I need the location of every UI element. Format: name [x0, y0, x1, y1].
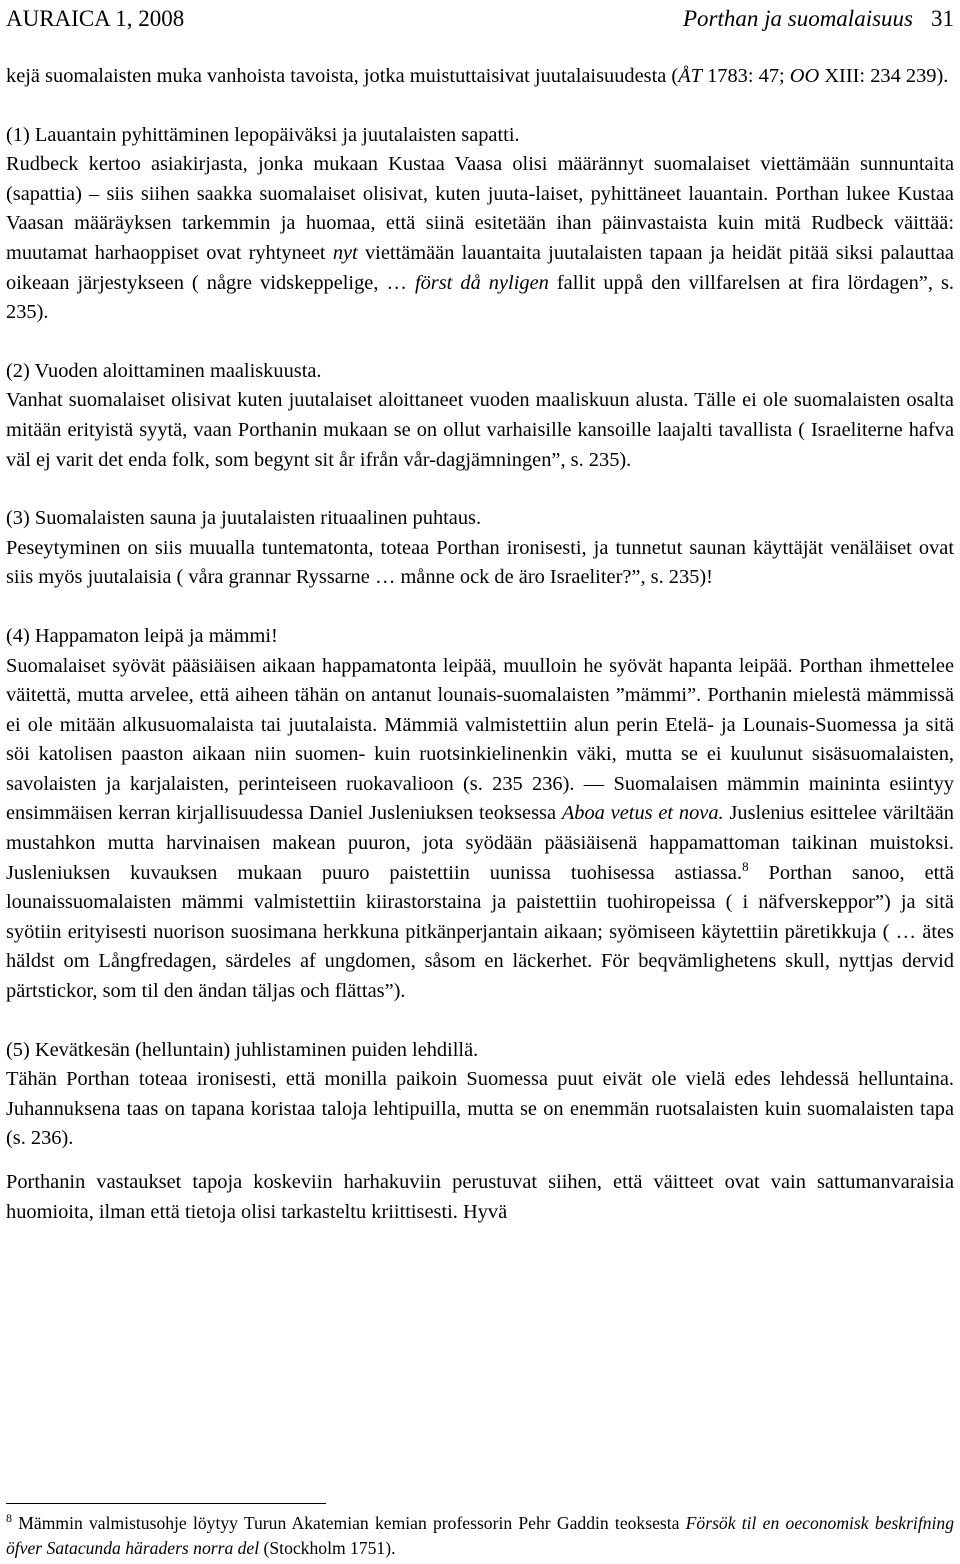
section-heading-5: (5) Kevätkesän (helluntain) juhlistaminen puiden lehdillä. [6, 1038, 479, 1061]
text-run: (Stockholm 1751). [259, 1538, 396, 1558]
section-text-3: Peseytyminen on siis muualla tuntematonta, toteaa Porthan ironisesti, ja tunnetut saunan käyttäjät venäläiset ovat siis myös juutalaisia ( våra grannar Ryssarne … månne ock de äro Israeliter?”, s. 235)! [6, 536, 954, 589]
footnote-marker[interactable]: 8 [742, 858, 749, 874]
section-text-2: Vanhat suomalaiset olisivat kuten juutalaiset aloittaneet vuoden maaliskuun alusta. Tälle ei ole suomalaisten osalta mitään erityistä syytä, vaan Porthanin mukaan se on ollut varhaisille kansoille laajalti tavallista ( Israeliterne hafva väl ej varit det enda folk, som begynt sit år ifrån vår-dagjämningen”, s. 235). [6, 389, 954, 471]
journal-name: AURAICA 1, 2008 [6, 6, 185, 31]
main-text [6, 62, 954, 1227]
section-text-1 [6, 150, 954, 328]
section-heading-3: (3) Suomalaisten sauna ja juutalaisten rituaalinen puhtaus. [6, 507, 482, 530]
footnote-number: 8 [6, 1511, 12, 1526]
emphasis: först då nyligen [414, 271, 549, 294]
text-run: Mämmin valmistusohje löytyy Turun Akatemian kemian professorin Pehr Gaddin teoksesta [12, 1513, 686, 1533]
abbr-oo: OO [789, 65, 820, 87]
text-run: viettämään lauantaita juutalaisten tapaan ja heidät pitää siksi palauttaa oikeaan järjestykseen ( någre vidskeppelige, … [6, 241, 954, 294]
section-heading-1: (1) Lauantain pyhittäminen lepopäiväksi ja juutalaisten sapatti. [6, 123, 520, 146]
footnote [6, 1511, 954, 1561]
section-text-4 [6, 652, 954, 1007]
text-run: 1783: 47; [701, 65, 790, 87]
book-title: Försök til en oeconomisk beskrifning öfver Satacunda häraders norra del [6, 1513, 954, 1558]
abbr-at: ÅT [678, 65, 702, 87]
section-heading-4: (4) Happamaton leipä ja mämmi! [6, 624, 278, 647]
section-heading-2: (2) Vuoden aloittaminen maaliskuusta. [6, 359, 322, 382]
header-right [683, 4, 954, 34]
text-run: Porthan sanoo, että lounaissuomalaisten mämmi valmistettiin kiirastorstaina ja paistettiin tuohiropeissa ( i näfverskeppor”) ja sitä syötiin erityisesti nuorison suosimana herkkuna pitkänperjantain aikaan; syömiseen käytettiin päretikkuja ( … ätes häldst om Långfredagen, särdeles af ungdomen, såsom en läckerhet. För beqvämlighetens skull, nyttjas dervid pärtstickor, som til den ändan täljas och flättas”). [6, 861, 954, 1003]
text-run: Suomalaiset syövät pääsiäisen aikaan happamatonta leipää, muulloin he syövät hapanta leipää. Porthan ihmettelee väitettä, mutta arvelee, että aiheen tähän on antanut lounais-suomalaisten ”mämmi”. Porthanin mielestä mämmissä ei ole mitään alkusuomalaista tai juutalaista. Mämmiä valmistettiin alun perin Etelä- ja Lounais-Suomessa ja sitä söi katolisen paaston aikaan niin suomen- kuin ruotsinkielinenkin väki, mutta se ei kuulunut sisäsuomalaisten, savolaisten ja karjalaisten, perinteiseen ruokavalioon (s. 235 236). — Suomalaisen mämmin maininta esiintyy ensimmäisen kerran kirjallisuudessa Daniel Jusleniuksen teoksessa [6, 654, 954, 825]
text-run: kejä suomalaisten muka vanhoista tavoista, jotka muistuttaisivat juutalaisuudesta ( [6, 65, 679, 87]
page-number: 31 [931, 6, 954, 31]
running-title: Porthan ja suomalaisuus [682, 6, 913, 31]
text-run: Juslenius esittelee väriltään mustahkon mutta harvinaisen makean puuron, jota syödään pääsiäisenä happamattoman taikinan muistoksi. Jusleniuksen kuvauksen mukaan puuro paistettiin uunissa tuohisessa astiassa. [6, 802, 954, 884]
section-text-5: Tähän Porthan toteaa ironisesti, että monilla paikoin Suomessa puut eivät ole vielä edes lehdessä helluntaina. Juhannuksena taas on tapana koristaa taloja lehtipuilla, mutta se on enemmän ruotsalaisten kuin suomalaisten tapa (s. 236). [6, 1068, 954, 1150]
text-run: Rudbeck kertoo asiakirjasta, jonka mukaan Kustaa Vaasa olisi määrännyt suomalaiset viettämään sunnuntaita (sapattia) – siis siihen saakka suomalaiset olisivat, kuten juuta-laiset, pyhittäneet lauantain. Porthan lukee Kustaa Vaasan määräyksen tarkemmin ja huomaa, että siinä esitetään ihan päinvastaista kuin mitä Rudbeck väittää: muutamat harhaoppiset ovat ryhtyneet [6, 153, 954, 264]
emphasis: nyt [332, 241, 358, 264]
text-run: fallit uppå den villfarelsen at fira lördagen”, s. 235). [6, 271, 955, 324]
text-run: XIII: 234 239). [819, 65, 949, 87]
paragraph-continuation [6, 62, 954, 92]
book-title: Aboa vetus et nova. [561, 802, 724, 825]
closing-paragraph: Porthanin vastaukset tapoja koskeviin harhakuviin perustuvat siihen, että väitteet ovat vain sattumanvaraisia huomioita, ilman että tietoja olisi tarkasteltu kriittisesti. Hyvä [6, 1171, 954, 1223]
page-header [6, 4, 954, 34]
footnote-divider [6, 1503, 326, 1504]
